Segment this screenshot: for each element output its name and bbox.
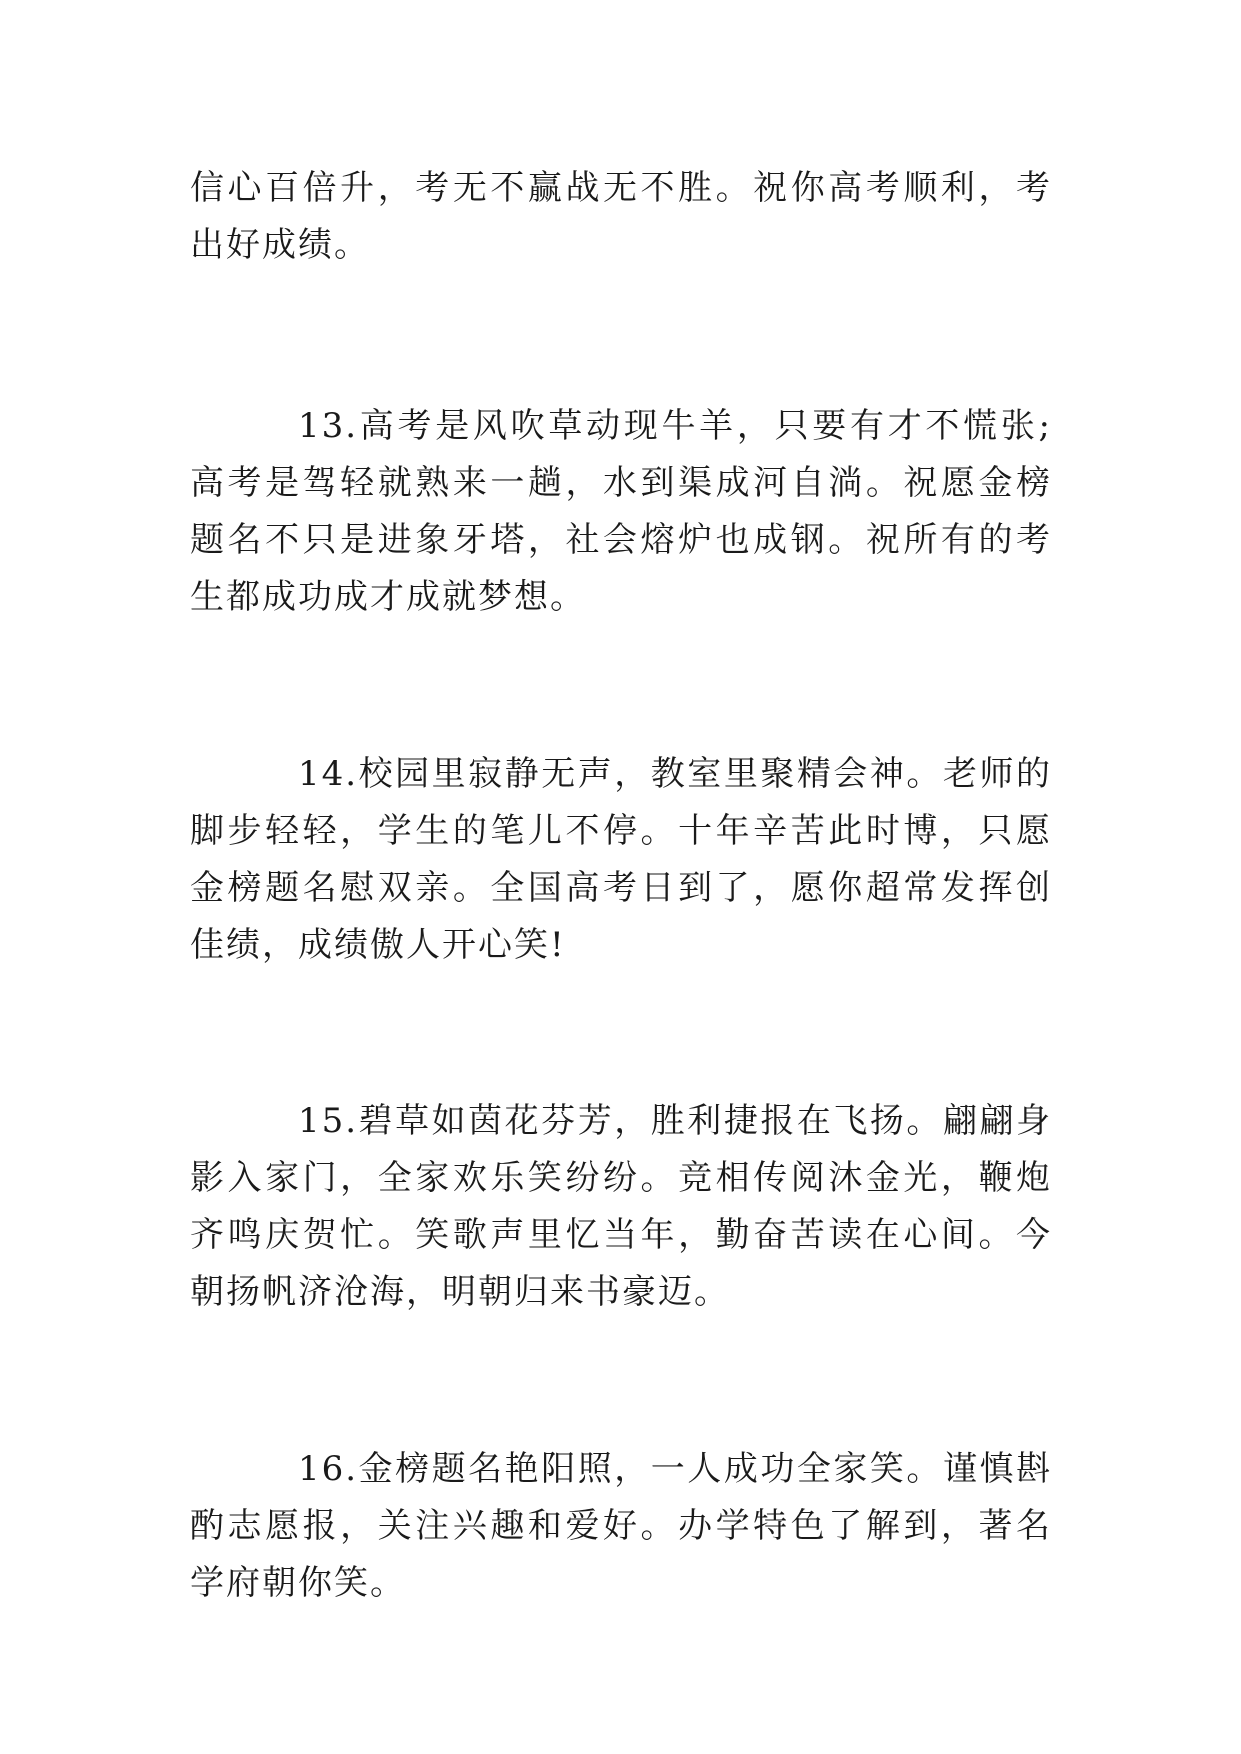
paragraph-continuation: 信心百倍升，考无不赢战无不胜。祝你高考顺利，考出好成绩。 [190,168,1052,265]
paragraph-item-14: 14.校园里寂静无声，教室里聚精会神。老师的脚步轻轻，学生的笔儿不停。十年辛苦此时博，只愿金榜题名慰双亲。全国高考日到了，愿你超常发挥创佳绩，成绩傲人开心笑! [190,754,1052,965]
paragraph-item-16: 16.金榜题名艳阳照，一人成功全家笑。谨慎斟酌志愿报，关注兴趣和爱好。办学特色了解到，著名学府朝你笑。 [190,1449,1052,1603]
paragraph-item-13: 13.高考是风吹草动现牛羊，只要有才不慌张;高考是驾轻就熟来一趟，水到渠成河自淌。祝愿金榜题名不只是进象牙塔，社会熔炉也成钢。祝所有的考生都成功成才成就梦想。 [190,406,1052,617]
paragraph-item-15: 15.碧草如茵花芬芳，胜利捷报在飞扬。翩翩身影入家门，全家欢乐笑纷纷。竞相传阅沐金光，鞭炮齐鸣庆贺忙。笑歌声里忆当年，勤奋苦读在心间。今朝扬帆济沧海，明朝归来书豪迈。 [190,1101,1052,1312]
